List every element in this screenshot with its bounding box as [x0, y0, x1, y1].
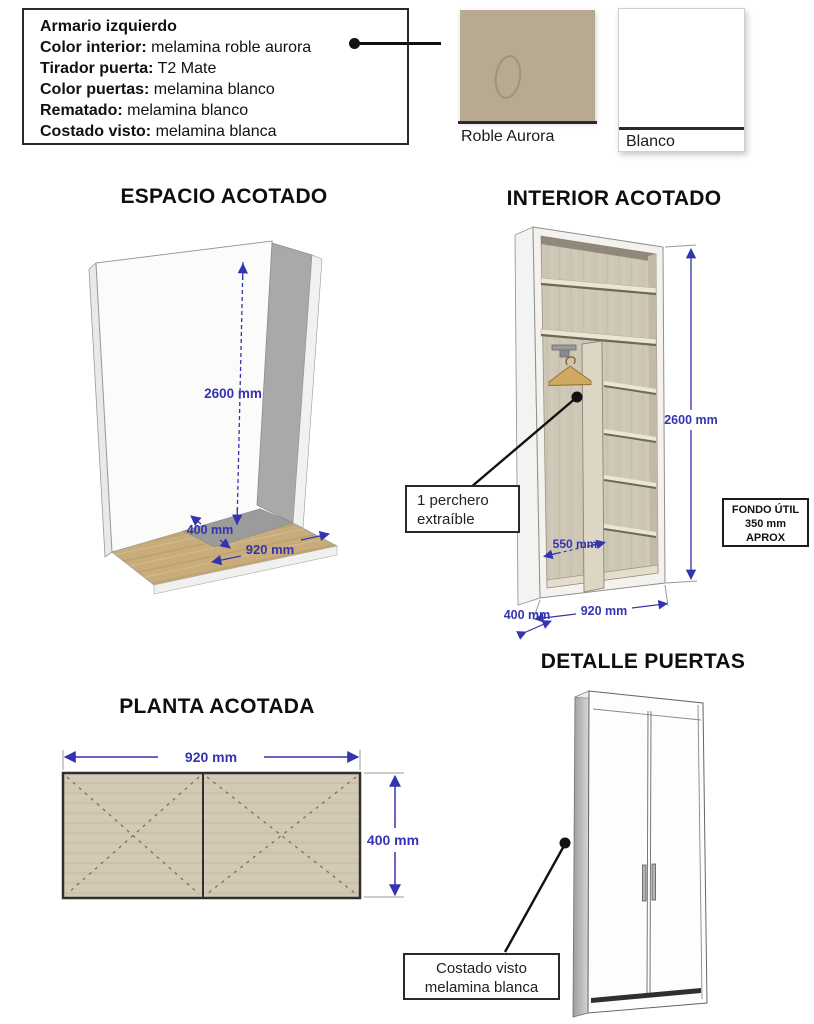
spec-value: melamina blanco	[122, 102, 249, 119]
wardrobe-visible-side	[573, 691, 589, 1017]
interior-acotado-drawing	[400, 218, 814, 632]
espacio-acotado-drawing	[60, 228, 400, 598]
dim-label-espacio-depth: 400 mm	[186, 523, 234, 537]
dim-label-interior-depth: 400 mm	[503, 608, 551, 622]
spec-value: melamina blanca	[151, 123, 277, 140]
swatch-roble-label: Roble Aurora	[461, 128, 555, 145]
spec-row	[40, 121, 407, 142]
swatch-roble-underline	[458, 121, 597, 124]
callout-leader-dot	[572, 392, 583, 403]
dim-label-planta-width: 920 mm	[184, 749, 238, 765]
spec-row	[40, 79, 407, 100]
callout-perchero-line2: extraíble	[417, 511, 475, 528]
dim-label-planta-depth: 400 mm	[366, 832, 420, 848]
spec-value: melamina roble aurora	[146, 39, 312, 56]
callout-leader-dot	[560, 838, 571, 849]
spec-label: Color puertas:	[40, 81, 150, 98]
spec-label: Costado visto:	[40, 123, 152, 140]
note-fondo-line3: APROX	[745, 532, 786, 544]
dim-interior-width	[535, 604, 667, 619]
swatch-blanco	[618, 8, 745, 152]
dim-label-interior-rail: 550 mm	[552, 537, 598, 551]
plan-top-panel	[63, 773, 360, 898]
spec-row	[40, 100, 407, 121]
spec-row	[40, 58, 407, 79]
callout-costado-line2: melamina blanca	[424, 979, 539, 996]
callout-perchero	[405, 485, 520, 533]
spec-label: Rematado:	[40, 102, 123, 119]
dim-interior-height	[664, 249, 718, 579]
dim-label-interior-height: 2600 mm	[664, 413, 718, 427]
dim-interior-depth	[504, 608, 551, 632]
spec-value: T2 Mate	[153, 60, 217, 77]
callout-leader-line	[505, 844, 565, 952]
note-fondo-line2: 350 mm	[745, 518, 786, 530]
callout-perchero-line1: 1 perchero	[417, 492, 489, 509]
dim-label-espacio-height: 2600 mm	[204, 386, 262, 401]
dim-planta-width	[65, 749, 358, 765]
section-title-planta: PLANTA ACOTADA	[119, 695, 315, 718]
swatch-roble-aurora	[460, 10, 595, 122]
spec-title: Armario izquierdo	[40, 18, 177, 35]
callout-costado-line1: Costado visto	[436, 960, 527, 977]
swatch-blanco-label: Blanco	[626, 133, 675, 150]
note-fondo-line1: FONDO ÚTIL	[731, 504, 800, 516]
dim-label-espacio-width: 920 mm	[245, 542, 295, 557]
dim-label-interior-width: 920 mm	[580, 604, 628, 618]
spec-leader-line	[357, 42, 441, 45]
section-title-interior: INTERIOR ACOTADO	[506, 187, 722, 210]
section-title-puertas: DETALLE PUERTAS	[540, 650, 746, 673]
planta-acotada-drawing	[40, 690, 420, 924]
callout-costado-visto	[403, 953, 560, 1000]
section-title-espacio: ESPACIO ACOTADO	[120, 185, 328, 208]
spec-label: Tirador puerta:	[40, 60, 154, 77]
note-fondo-util	[722, 498, 809, 547]
spec-value: melamina blanco	[149, 81, 275, 98]
swatch-blanco-face	[619, 9, 744, 127]
spec-label: Color interior:	[40, 39, 147, 56]
spec-box	[22, 8, 409, 145]
